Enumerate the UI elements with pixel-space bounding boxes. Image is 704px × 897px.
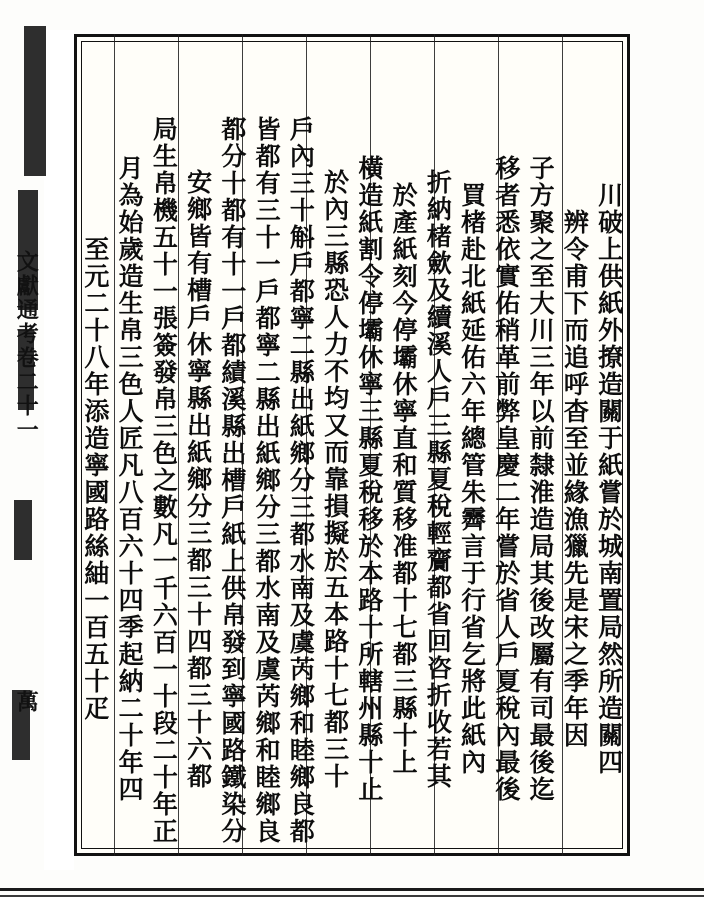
- column-text: 局生帛機五十一張簽發帛三色之數凡一千六百一十段二十年正: [149, 116, 179, 845]
- margin-note-column-lower: [6, 690, 46, 810]
- column-text: 辨令甫下而追呼杳至並緣漁獵先是宋之季年因: [560, 209, 590, 749]
- column-text: 移者悉依實佑稍革前弊皇慶二年嘗於省人戶夏稅內最後: [491, 155, 521, 803]
- text-columns: [78, 38, 626, 852]
- text-column-16: [78, 38, 112, 852]
- text-column-11: [249, 38, 283, 852]
- scan-edge-rule: [0, 888, 704, 891]
- column-text: 月為始歲造生帛三色人匠凡八百六十四季起納二十年四: [115, 155, 145, 803]
- column-text: 於產紙刻今停壩休寧直和質移准都十七都三縣十上: [389, 182, 419, 776]
- text-column-13: [181, 38, 215, 852]
- gutter-smudge-1: [24, 26, 46, 176]
- column-text: 川破上供紙外撩造關于紙嘗於城南置局然所造關四: [594, 182, 624, 776]
- margin-note-text: 文獻通考卷二十一: [13, 250, 40, 442]
- text-column-8: [352, 38, 386, 852]
- text-column-10: [284, 38, 318, 852]
- margin-note-text-lower: 萬: [13, 690, 40, 714]
- column-text: 橫造紙割令停壩休寧三縣夏稅移於本路十所轄州縣十止: [354, 155, 384, 803]
- text-column-2: [558, 38, 592, 852]
- column-text: 安鄉皆有槽戶休寧縣出紙鄉分三都三十四都三十六都: [183, 168, 213, 790]
- text-column-9: [318, 38, 352, 852]
- text-column-7: [386, 38, 420, 852]
- text-column-15: [112, 38, 146, 852]
- column-text: 都分十都有十一戶都績溪縣出槽戶紙上供帛發到寧國路鐵染分: [217, 116, 247, 845]
- text-column-1: [592, 38, 626, 852]
- column-text: 於內三縣恐人力不均又而靠損擬於五本路十七都三十: [320, 168, 350, 790]
- text-column-14: [147, 38, 181, 852]
- column-text: 皆都有三十一戶都寧二縣出紙鄉分三都水南及虞芮鄉和睦鄉良: [252, 116, 282, 845]
- column-text: 子方聚之至大川三年以前隸淮造局其後改屬有司最後迄: [526, 155, 556, 803]
- column-text: 戶內三十斛戶都寧二縣出紙鄉分三都水南及虞芮鄉和睦鄉良都: [286, 116, 316, 845]
- text-column-3: [523, 38, 557, 852]
- text-column-4: [489, 38, 523, 852]
- text-column-5: [455, 38, 489, 852]
- column-text: 買楮赴北紙延佑六年總管朱霽言于行省乞將此紙內: [457, 182, 487, 776]
- column-text: 至元二十八年添造寧國路絲紬一百五十疋: [80, 236, 110, 722]
- text-column-12: [215, 38, 249, 852]
- text-column-6: [421, 38, 455, 852]
- column-text: 折納楮歛及續溪人戶三縣夏稅輕齎都省回咨折收若其: [423, 168, 453, 790]
- binding-gutter: [44, 30, 74, 870]
